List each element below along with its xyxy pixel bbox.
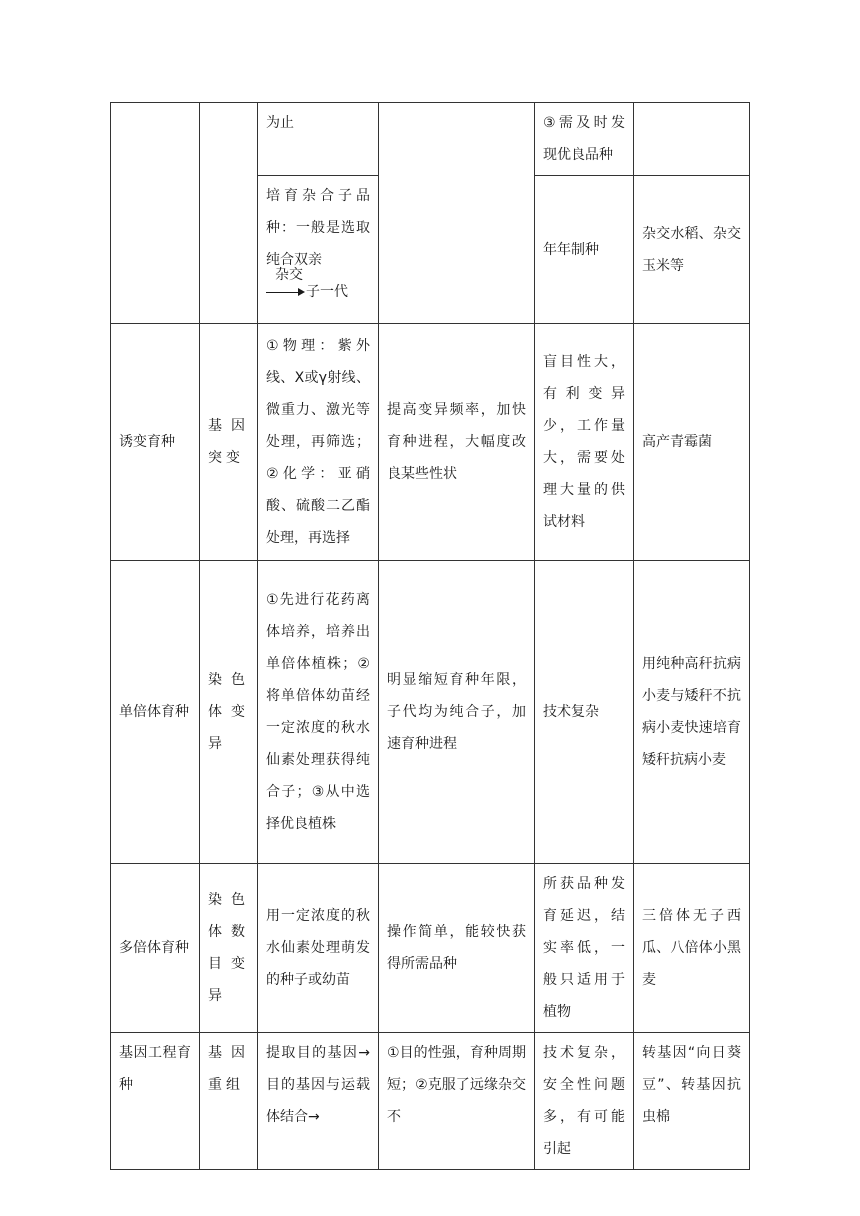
table-row	[111, 864, 750, 1033]
method-cell: 为止	[258, 103, 379, 176]
method-cell: 用一定浓度的秋水仙素处理萌发的种子或幼苗	[258, 864, 379, 1033]
example-cell: 杂交水稻、杂交玉米等	[634, 176, 750, 324]
principle-cell: 基因重组	[200, 1033, 258, 1170]
cross-arrow-icon: 杂交	[266, 276, 306, 308]
principle-cell: 染色体数目变异	[200, 864, 258, 1033]
drawback-cell: 技术复杂，安全性问题多，有可能引起	[535, 1033, 634, 1170]
method-name-cell: 单倍体育种	[111, 561, 200, 864]
principle-cell: 基因突变	[200, 324, 258, 561]
method-name-cell: 诱变育种	[111, 324, 200, 561]
example-cell: 用纯种高秆抗病小麦与矮秆不抗病小麦快速培育矮秆抗病小麦	[634, 561, 750, 864]
table-row	[111, 1033, 750, 1170]
advantage-cell: ①目的性强，育种周期短；②克服了远缘杂交不	[379, 1033, 535, 1170]
drawback-cell: 年年制种	[535, 176, 634, 324]
principle-cell: 染色体变异	[200, 561, 258, 864]
table-row	[111, 324, 750, 561]
method-name-cell: 基因工程育种	[111, 1033, 200, 1170]
table-cell	[200, 103, 258, 324]
method-cell: 提取目的基因→目的基因与运载体结合→	[258, 1033, 379, 1170]
method-cell: ①先进行花药离体培养，培养出单倍体植株；②将单倍体幼苗经一定浓度的秋水仙素处理获得纯合子；③从中选择优良植株	[258, 561, 379, 864]
advantage-cell: 提高变异频率，加快育种进程，大幅度改良某些性状	[379, 324, 535, 561]
advantage-cell: 操作简单，能较快获得所需品种	[379, 864, 535, 1033]
breeding-methods-table	[110, 102, 750, 1170]
example-cell: 转基因“向日葵豆”、转基因抗虫棉	[634, 1033, 750, 1170]
table-cell	[111, 103, 200, 324]
method-cell: ①物理：紫外线、X或γ射线、微重力、激光等处理，再筛选；②化学：亚硝酸、硫酸二乙酯处理，再选择	[258, 324, 379, 561]
table-cell	[634, 103, 750, 176]
table-cell	[379, 103, 535, 324]
table-row	[111, 103, 750, 176]
drawback-cell: ③需及时发现优良品种	[535, 103, 634, 176]
table-row	[111, 561, 750, 864]
drawback-cell: 所获品种发育延迟，结实率低，一般只适用于植物	[535, 864, 634, 1033]
example-cell: 高产青霉菌	[634, 324, 750, 561]
method-name-cell: 多倍体育种	[111, 864, 200, 1033]
advantage-cell: 明显缩短育种年限，子代均为纯合子，加速育种进程	[379, 561, 535, 864]
drawback-cell: 盲目性大，有利变异少，工作量大，需要处理大量的供试材料	[535, 324, 634, 561]
example-cell: 三倍体无子西瓜、八倍体小黑麦	[634, 864, 750, 1033]
drawback-cell: 技术复杂	[535, 561, 634, 864]
method-cell: 培育杂合子品种：一般是选取纯合双亲 杂交 子一代	[258, 176, 379, 324]
